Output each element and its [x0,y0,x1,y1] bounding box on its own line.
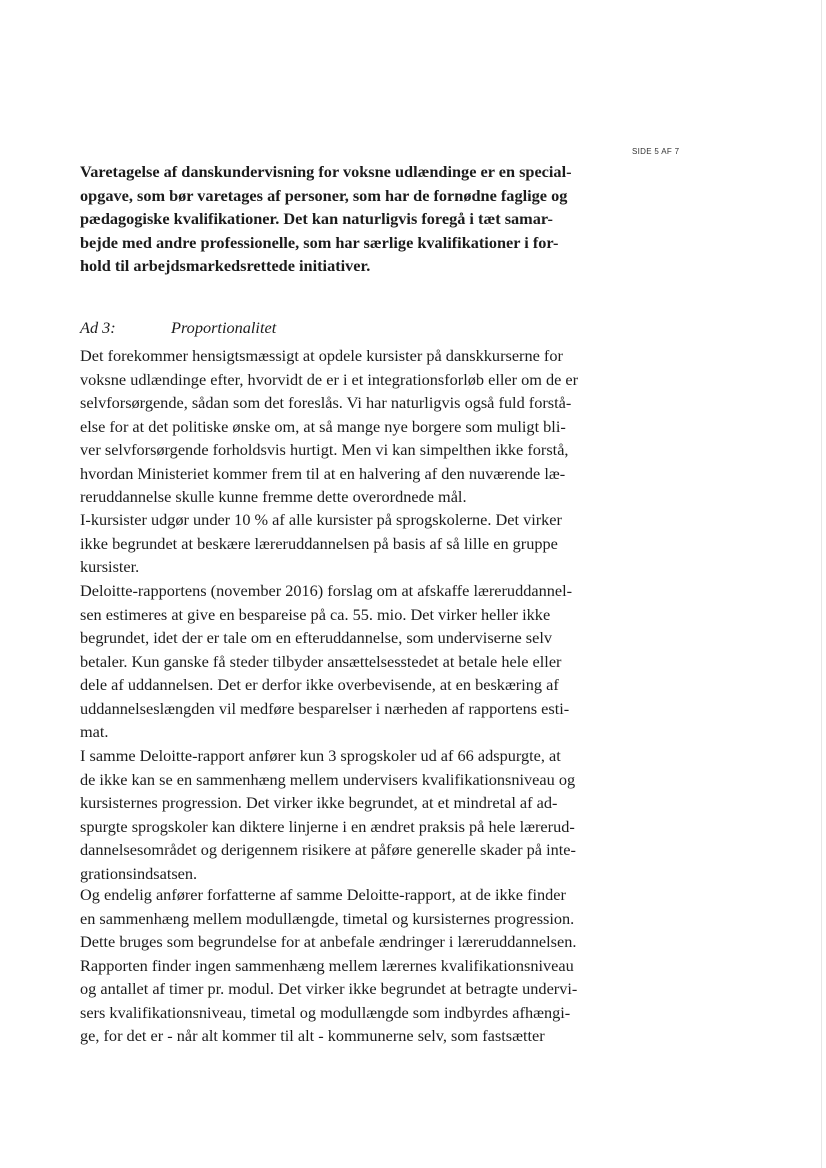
text-line: Det forekommer hensigtsmæssigt at opdele kursister på danskkurserne for [80,346,563,365]
text-line: begrundet, idet der er tale om en efteruddannelse, som underviserne selv [80,628,552,647]
intro-paragraph [80,160,600,278]
paragraph-4 [80,744,600,885]
text-line: Rapporten finder ingen sammenhæng mellem lærernes kvalifikationsniveau [80,955,574,975]
text-line: en sammenhæng mellem modullængde, timetal og kursisternes progression. [80,908,575,928]
intro-line: pædagogiske kvalifikationer. Det kan naturligvis foregå i tæt samar- [80,209,553,228]
text-line: voksne udlændinge efter, hvorvidt de er i et integrationsforløb eller om de er [80,369,579,389]
paragraph-1 [80,344,600,509]
scan-edge-line [821,0,822,1168]
text-line: I samme Deloitte-rapport anfører kun 3 sprogskoler ud af 66 adspurgte, at [80,746,561,765]
section-label: Ad 3: [80,318,116,337]
text-line: de ikke kan se en sammenhæng mellem undervisers kvalifikationsniveau og [80,769,576,789]
text-line: dele af uddannelsen. Det er derfor ikke overbevisende, at en beskæring af [80,675,559,694]
text-line: sen estimeres at give en bespareise på ca. 55. mio. Det virker heller ikke [80,604,551,624]
text-line: ge, for det er - når alt kommer til alt - kommunerne selv, som fastsætter [80,1026,545,1045]
text-line: hvordan Ministeriet kommer frem til at en halvering af den nuværende læ- [80,463,566,483]
intro-line: opgave, som bør varetages af personer, som har de fornødne faglige og [80,185,568,205]
text-line: else for at det politiske ønske om, at så mange nye borgere som muligt bli- [80,416,566,436]
text-line: I-kursister udgør under 10 % af alle kursister på sprogskolerne. Det virker [80,510,562,529]
text-line: og antallet af timer pr. modul. Det virker ikke begrundet at betragte undervi- [80,979,578,998]
intro-line: bejde med andre professionelle, som har særlige kvalifikationer i for- [80,232,559,252]
intro-line: hold til arbejdsmarkedsrettede initiativer. [80,256,371,275]
text-line: grationsindsatsen. [80,863,198,883]
section-title: Proportionalitet [171,318,277,337]
paragraph-3 [80,579,600,744]
paragraph-5 [80,883,600,1048]
text-line: spurgte sprogskoler kan diktere linjerne i en ændret praksis på hele lærerud- [80,816,575,836]
text-line: betaler. Kun ganske få steder tilbyder ansættelsesstedet at betale hele eller [80,651,562,671]
text-line: Deloitte-rapportens (november 2016) forslag om at afskaffe læreruddannel- [80,581,573,600]
text-line: reruddannelse skulle kunne fremme dette overordnede mål. [80,487,467,506]
page-number: SIDE 5 AF 7 [632,147,680,156]
text-line: uddannelseslængden vil medføre besparelser i nærheden af rapportens esti- [80,698,570,718]
paragraph-2 [80,508,600,579]
text-line: ikke begrundet at beskære læreruddannelsen på basis af så lille en gruppe [80,533,558,553]
text-line: sers kvalifikationsniveau, timetal og modullængde som indbyrdes afhængi- [80,1002,571,1022]
text-line: mat. [80,722,109,741]
text-line: ver selvforsørgende forholdsvis hurtigt. Men vi kan simpelthen ikke forstå, [80,440,569,459]
text-line: Dette bruges som begrundelse for at anbefale ændringer i læreruddannelsen. [80,932,577,951]
text-line: selvforsørgende, sådan som det foreslås. Vi har naturligvis også fuld forstå- [80,393,572,412]
intro-line: Varetagelse af danskundervisning for voksne udlændinge er en special- [80,162,572,181]
text-line: Og endelig anfører forfatterne af samme Deloitte-rapport, at de ikke finder [80,885,566,904]
text-line: dannelsesområdet og derigennem risikere at påføre generelle skader på inte- [80,840,576,859]
text-line: kursister. [80,557,140,576]
text-line: kursisternes progression. Det virker ikke begrundet, at et mindretal af ad- [80,793,558,812]
